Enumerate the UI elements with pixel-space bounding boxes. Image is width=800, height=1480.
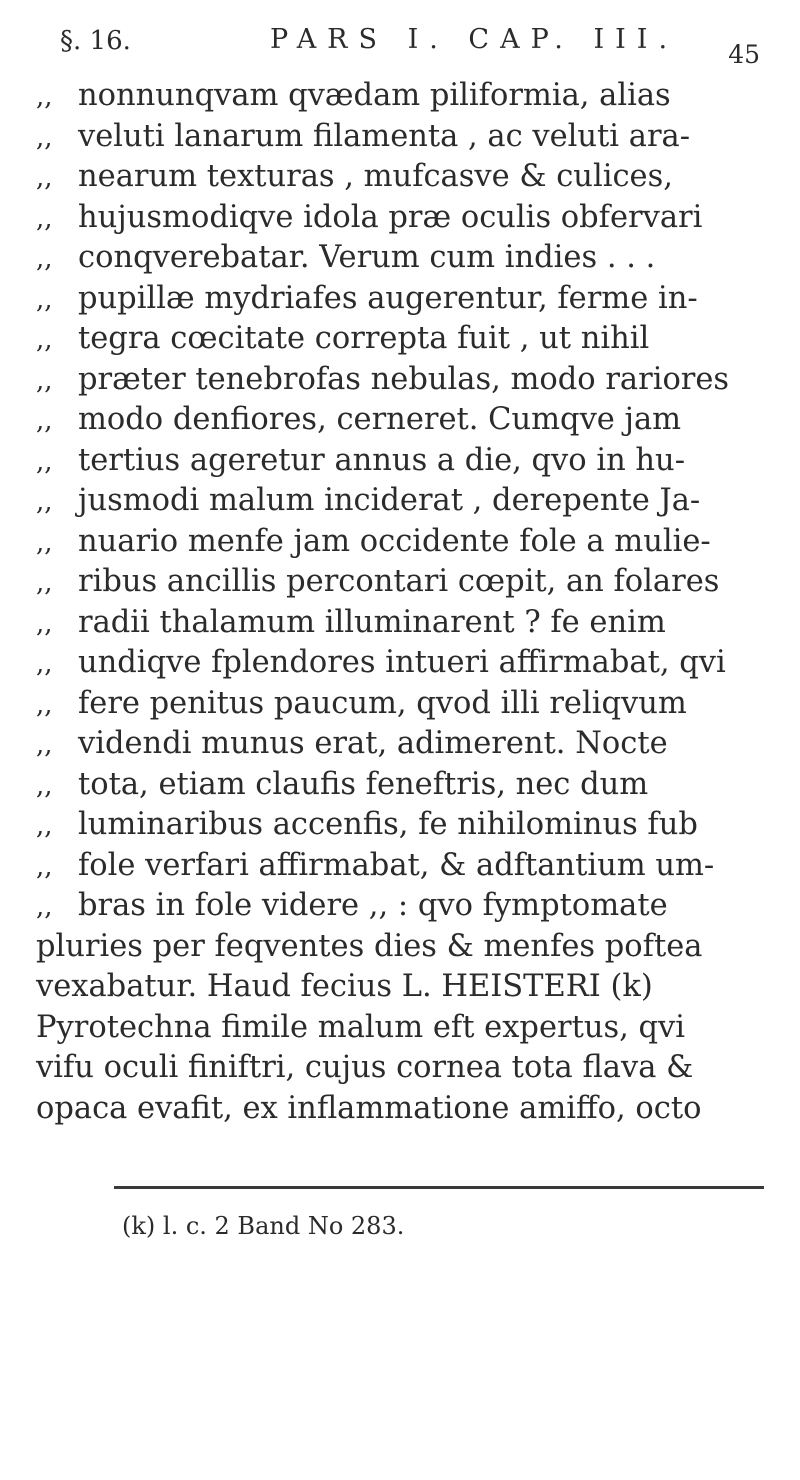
quote-mark: ,,: [36, 689, 53, 720]
quote-mark: ,,: [36, 284, 53, 315]
text-line: ,, nearum texturas , mufcasve & culices,: [36, 157, 780, 198]
quote-mark: ,,: [36, 608, 53, 639]
footnote: (k) l. c. 2 Band No 283.: [122, 1212, 405, 1240]
text-line: ,, nuario menfe jam occidente fole a mulie-: [36, 522, 780, 563]
text-line: Pyrotechna fimile malum eft expertus, qvi: [36, 1009, 686, 1045]
text-line: ,, jusmodi malum inciderat , derepente Ja-: [36, 481, 780, 522]
text-line: ,, modo denfiores, cerneret. Cumqve jam: [36, 400, 780, 441]
footnote-divider: [114, 1186, 764, 1189]
text-line: ,, undiqve fplendores intueri affirmabat, qvi: [36, 643, 780, 684]
text-line: ,, hujusmodiqve idola præ oculis obfervari: [36, 198, 780, 239]
quote-mark: ,,: [36, 568, 53, 598]
quote-mark: ,,: [36, 122, 53, 153]
text-line: vexabatur. Haud fecius L. HEISTERI (k): [36, 969, 653, 1004]
quote-mark: ,,: [36, 811, 53, 841]
text-line: ,, tota, etiam claufis feneftris, nec dum: [36, 765, 780, 806]
chapter-title: PARS I. CAP. III.: [270, 24, 679, 55]
quote-mark: ,,: [36, 730, 53, 760]
quote-mark: ,,: [36, 244, 53, 274]
text-line: ,, fole verfari affirmabat, & adftantium um-: [36, 846, 780, 887]
quote-mark: ,,: [36, 163, 53, 193]
quote-mark: ,,: [36, 365, 53, 396]
quote-mark: ,,: [36, 82, 53, 112]
running-header: [60, 14, 760, 69]
text-line: ,, nonnunqvam qvædam piliformia, alias: [36, 76, 780, 117]
text-line: ,, fere penitus paucum, qvod illi reliqvum: [36, 684, 780, 725]
quote-mark: ,,: [36, 406, 53, 436]
text-line: ,, veluti lanarum filamenta , ac veluti ara-: [36, 117, 780, 158]
quote-mark: ,,: [36, 446, 53, 477]
text-line: ,, bras in fole videre ,, : qvo fymptomate: [36, 886, 780, 927]
page-number: 45: [728, 40, 760, 69]
text-line: pluries per feqventes dies & menfes poftea: [36, 928, 703, 964]
text-line: opaca evafit, ex inflammatione amiffo, octo: [36, 1090, 702, 1126]
text-line: ,, præter tenebrofas nebulas, modo rariores: [36, 360, 780, 401]
text-line: ,, ribus ancillis percontari cœpit, an folares: [36, 562, 780, 603]
quote-mark: ,,: [36, 487, 53, 517]
text-line: ,, tertius ageretur annus a die, qvo in hu-: [36, 441, 780, 482]
text-line: ,, conqverebatar. Verum cum indies . . .: [36, 238, 780, 279]
text-line: ,, videndi munus erat, adimerent. Nocte: [36, 724, 780, 765]
quote-mark: ,,: [36, 527, 53, 558]
quote-mark: ,,: [36, 203, 53, 234]
body-text: [36, 76, 780, 1129]
section-number: §. 16.: [60, 26, 131, 56]
text-line: ,, tegra cœcitate correpta fuit , ut nihil: [36, 319, 780, 360]
text-line: ,, radii thalamum illuminarent ? fe enim: [36, 603, 780, 644]
text-line: ,, pupillæ mydriafes augerentur, ferme in-: [36, 279, 780, 320]
quote-mark: ,,: [36, 325, 53, 355]
text-line: vifu oculi finiftri, cujus cornea tota flava &: [36, 1050, 694, 1085]
text-line: ,, luminaribus accenfis, fe nihilominus fub: [36, 805, 780, 846]
quote-mark: ,,: [36, 770, 53, 801]
quote-mark: ,,: [36, 892, 53, 922]
quote-mark: ,,: [36, 649, 53, 679]
quote-mark: ,,: [36, 851, 53, 882]
